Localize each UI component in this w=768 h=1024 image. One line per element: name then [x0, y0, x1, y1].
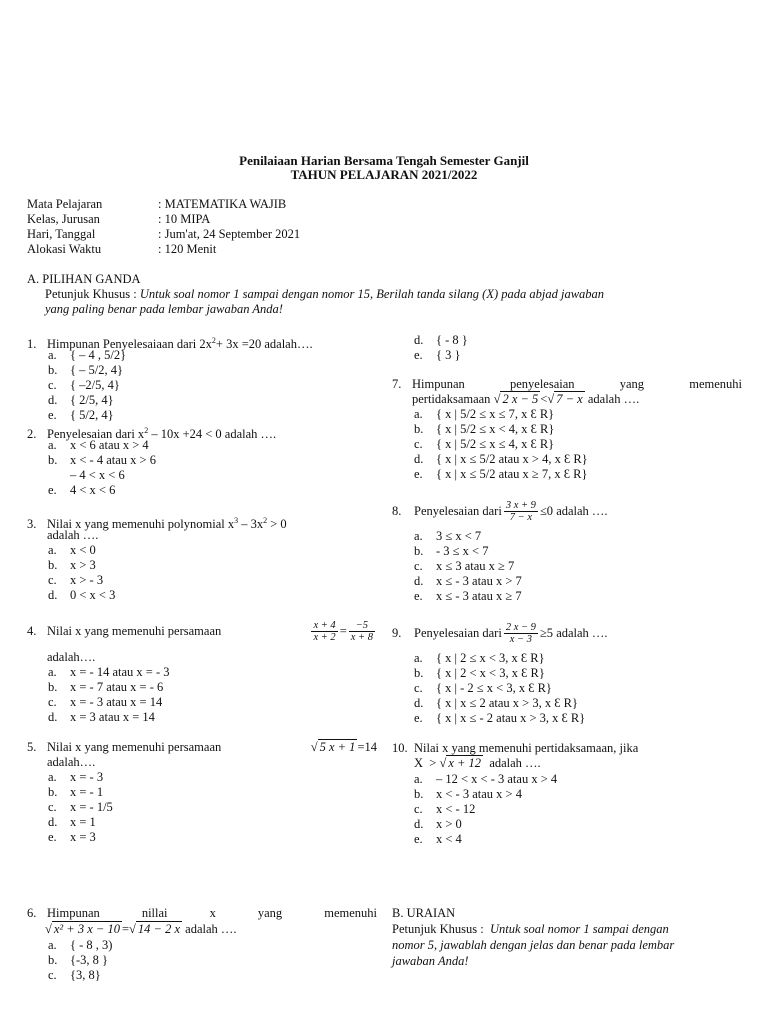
question-5-cont: adalah….	[47, 755, 96, 769]
info-value: : MATEMATIKA WAJIB	[158, 197, 287, 211]
option-text: x = 1	[70, 815, 96, 829]
option-text: x = - 1/5	[70, 800, 113, 814]
question-text-part: > 0	[267, 517, 287, 532]
option-letter: b.	[48, 785, 58, 799]
option-letter: a.	[414, 651, 423, 665]
radicand: 5 x + 1	[319, 740, 356, 754]
instruction-text: yang paling benar pada lembar jawaban Anda!	[45, 302, 283, 316]
option[interactable]	[414, 529, 522, 544]
question-word: x	[209, 906, 216, 920]
option-text: {3, 8}	[70, 968, 101, 982]
option[interactable]	[48, 483, 156, 498]
option-text: x = - 14 atau x = - 3	[70, 665, 170, 679]
option-letter: c.	[48, 378, 57, 392]
option-letter: d.	[414, 696, 424, 710]
question-number: 10.	[392, 741, 408, 755]
fraction-numerator: x + 4	[313, 620, 336, 631]
option-letter: b.	[414, 666, 424, 680]
option[interactable]	[48, 815, 113, 830]
option-text: 4 < x < 6	[70, 483, 116, 497]
option[interactable]	[414, 333, 468, 348]
fraction-numerator: −5	[349, 620, 375, 632]
option-letter: c.	[48, 695, 57, 709]
option[interactable]	[48, 588, 115, 603]
option-text: { 5/2, 4}	[70, 408, 114, 422]
option-text: { x | 2 ≤ x < 3, x Ɛ R}	[436, 651, 545, 665]
less-than-sign: <	[540, 392, 548, 406]
option-letter: e.	[48, 408, 57, 422]
question-text-part: adalah ….	[553, 626, 608, 640]
option-text: { –2/5, 4}	[70, 378, 120, 392]
instruction-text: Untuk soal nomor 1 sampai dengan	[489, 922, 669, 936]
option[interactable]	[48, 378, 126, 393]
option[interactable]	[414, 772, 557, 787]
question-10	[392, 741, 638, 756]
option-letter: a.	[48, 348, 57, 362]
option[interactable]	[414, 544, 522, 559]
option-text: x = 3 atau x = 14	[70, 710, 155, 724]
options-q8	[414, 529, 522, 604]
option[interactable]	[414, 452, 588, 467]
question-8	[392, 500, 608, 523]
info-label: Mata Pelajaran	[27, 197, 103, 211]
question-text-part: Penyelesaian dari x	[47, 427, 145, 442]
question-text-part: Penyelesaian dari	[414, 626, 502, 640]
option[interactable]	[48, 710, 170, 725]
fraction-denominator: x + 8	[350, 632, 373, 643]
relation-sign: ≤0	[539, 504, 554, 518]
options-q2	[48, 438, 156, 498]
option[interactable]	[48, 363, 126, 378]
option-text: x < - 12	[436, 802, 476, 816]
info-value: : Jum'at, 24 September 2021	[158, 227, 301, 241]
option[interactable]	[414, 651, 585, 666]
option-letter: c.	[48, 800, 57, 814]
option-letter: d.	[48, 815, 58, 829]
option[interactable]	[414, 666, 585, 681]
option[interactable]	[414, 589, 522, 604]
option-letter: e.	[414, 467, 423, 481]
option-text: { x | 5/2 ≤ x ≤ 7, x Ɛ R}	[436, 407, 555, 421]
equals-sign: =	[121, 922, 130, 936]
question-number: 6.	[27, 906, 37, 920]
section-a-instruction-2	[45, 302, 283, 317]
option[interactable]	[414, 437, 588, 452]
options-q6-continued	[414, 333, 468, 363]
fraction	[504, 500, 538, 523]
option-text: { x | x ≤ 2 atau x > 3, x Ɛ R}	[436, 696, 578, 710]
radicand: 2 x − 5	[502, 392, 539, 406]
option[interactable]	[414, 348, 468, 363]
option-letter: b.	[48, 363, 58, 377]
instruction-text: Untuk soal nomor 1 sampai dengan nomor 15, Berilah tanda silang (X) pada abjad jawaban	[139, 287, 605, 301]
option[interactable]	[48, 785, 113, 800]
option[interactable]	[414, 681, 585, 696]
question-text-part: + 3x =20 adalah….	[215, 337, 313, 352]
option[interactable]	[48, 800, 113, 815]
option-text: x ≤ 3 atau x ≥ 7	[436, 559, 515, 573]
option-letter: b.	[48, 558, 58, 572]
option-text: x = - 3 atau x = 14	[70, 695, 163, 709]
option-text: – 4 < x < 6	[70, 468, 125, 482]
question-number: 4.	[27, 624, 37, 638]
question-text-part: pertidaksamaan	[412, 392, 491, 406]
info-label: Alokasi Waktu	[27, 242, 102, 256]
option-text: { x | 2 < x < 3, x Ɛ R}	[436, 666, 545, 680]
question-number: 5.	[27, 740, 37, 754]
option-letter: e.	[48, 830, 57, 844]
question-number: 8.	[392, 504, 402, 518]
radicand: 7 − x	[556, 392, 583, 406]
options-q4	[48, 665, 170, 725]
option-text: x ≤ - 3 atau x ≥ 7	[436, 589, 522, 603]
question-text: Himpunan Penyelesaiaan dari $2x^2+ 3x =20$ adalah….	[47, 336, 313, 352]
option-text: { – 4 , 5/2}	[70, 348, 127, 362]
section-b-instruction	[392, 921, 674, 969]
option-letter: a.	[414, 529, 423, 543]
document-subtitle: TAHUN PELAJARAN 2021/2022	[290, 167, 478, 182]
square-root: √ 2 x − 5	[493, 392, 539, 406]
question-7	[392, 377, 742, 392]
options-q1	[48, 348, 126, 423]
question-number: 7.	[392, 377, 402, 391]
square-root: √ x² + 3 x − 10	[45, 922, 120, 936]
option[interactable]	[48, 953, 112, 968]
info-value: : 120 Menit	[158, 242, 217, 256]
question-3: 3. Nilai x yang memenuhi polynomial $x^3 - 3x^2 > 0$	[27, 516, 287, 532]
question-text-part: Nilai x yang memenuhi persamaan	[47, 624, 222, 638]
radicand: 14 − 2 x	[137, 922, 181, 936]
option[interactable]	[48, 938, 112, 953]
option[interactable]	[48, 348, 126, 363]
question-2: 2. Penyelesaian dari $x^2 - 10x +24 < 0$ adalah ….	[27, 426, 277, 442]
option-text: {-3, 8 }	[70, 953, 109, 967]
info-label: Hari, Tanggal	[27, 227, 96, 241]
option[interactable]	[48, 573, 115, 588]
question-text-part: Himpunan Penyelesaiaan dari 2x	[47, 337, 212, 352]
option-text: x < 0	[70, 543, 96, 557]
question-word: Himpunan	[47, 906, 100, 920]
question-9	[392, 622, 608, 645]
question-text-part: – 3x	[238, 517, 264, 532]
option-text: { 2/5, 4}	[70, 393, 114, 407]
question-text-part: Nilai x yang memenuhi polynomial x	[47, 517, 235, 532]
option-text: { – 5/2, 4}	[70, 363, 123, 377]
option-letter: c.	[414, 559, 423, 573]
section-b-title: B. URAIAN	[392, 906, 456, 920]
option[interactable]	[48, 558, 115, 573]
option-letter: d.	[414, 333, 424, 347]
option-text: x < 6 atau x > 4	[70, 438, 149, 452]
square-root: √ 7 − x	[547, 392, 583, 406]
option-letter: d.	[414, 817, 424, 831]
option-letter: e.	[414, 348, 423, 362]
option-text: x < - 3 atau x > 4	[436, 787, 522, 801]
radicand: x + 12	[448, 756, 482, 770]
option[interactable]	[414, 696, 585, 711]
option-letter: d.	[48, 393, 58, 407]
option-letter: b.	[48, 953, 58, 967]
option-letter: a.	[48, 543, 57, 557]
question-6-cont	[45, 922, 237, 937]
square-root: √ 14 − 2 x	[129, 922, 181, 936]
document-title: Penilaiaan Harian Bersama Tengah Semester Ganjil	[239, 153, 529, 168]
question-word: nillai	[141, 906, 168, 920]
options-q6	[48, 938, 112, 983]
option[interactable]	[48, 438, 156, 453]
question-word: Himpunan	[412, 377, 465, 391]
instruction-text: jawaban Anda!	[392, 954, 469, 968]
option[interactable]	[414, 817, 557, 832]
option-text: { x | x ≤ 5/2 atau x > 4, x Ɛ R}	[436, 452, 588, 466]
option-letter: b.	[48, 680, 58, 694]
option-text: x < 4	[436, 832, 462, 846]
square-root: √ 5 x + 1	[310, 740, 356, 754]
option-text: x = - 7 atau x = - 6	[70, 680, 164, 694]
section-a-title: A. PILIHAN GANDA	[27, 272, 141, 286]
fraction-denominator: 7 − x	[509, 512, 532, 523]
option-letter: c.	[48, 573, 57, 587]
option-text: { x | x ≤ - 2 atau x > 3, x Ɛ R}	[436, 711, 586, 725]
option[interactable]	[48, 453, 156, 468]
option-text: { - 8 , 3)	[70, 938, 113, 952]
fraction-numerator: 2 x − 9	[505, 622, 536, 633]
option-letter: a.	[414, 772, 423, 786]
option-text: { - 8 }	[436, 333, 468, 347]
question-number: 1.	[27, 337, 37, 352]
option-letter: b.	[48, 453, 58, 467]
option-letter: d.	[48, 588, 58, 602]
option[interactable]	[414, 787, 557, 802]
option-letter: d.	[48, 710, 58, 724]
option[interactable]	[48, 968, 112, 983]
question-text-part: X >	[414, 756, 437, 770]
instruction-label: Petunjuk Khusus :	[392, 922, 484, 936]
question-text-part: adalah ….	[483, 756, 541, 770]
option[interactable]	[414, 467, 588, 482]
option-letter: e.	[414, 589, 423, 603]
info-label: Kelas, Jurusan	[27, 212, 100, 226]
option-text: { 3 }	[436, 348, 461, 362]
option[interactable]	[48, 830, 113, 845]
question-text-part: adalah ….	[182, 922, 237, 936]
option-letter: d.	[414, 452, 424, 466]
question-text-part: adalah ….	[553, 504, 608, 518]
question-word: yang	[257, 906, 283, 920]
option[interactable]	[48, 393, 126, 408]
options-q3	[48, 543, 115, 603]
fraction-numerator: 3 x + 9	[505, 500, 536, 511]
option[interactable]	[48, 543, 115, 558]
radicand: x² + 3 x − 10	[53, 922, 120, 936]
option-letter: c.	[48, 968, 57, 982]
question-word: penyelesaian	[509, 377, 575, 391]
option-letter: c.	[414, 681, 423, 695]
fraction	[311, 620, 337, 643]
question-number: 9.	[392, 626, 402, 640]
option[interactable]	[414, 832, 557, 847]
option-letter: d.	[414, 574, 424, 588]
option-letter: b.	[414, 422, 424, 436]
option[interactable]	[414, 802, 557, 817]
relation-sign: ≥5	[539, 626, 554, 640]
option-text: { x | - 2 ≤ x < 3, x Ɛ R}	[436, 681, 552, 695]
option[interactable]	[48, 695, 170, 710]
option-text: – 12 < x < - 3 atau x > 4	[436, 772, 558, 786]
option-letter: c.	[414, 802, 423, 816]
info-value: : 10 MIPA	[158, 212, 211, 226]
option-letter: a.	[48, 438, 57, 452]
option-text: 3 ≤ x < 7	[436, 529, 482, 543]
section-a-instruction	[45, 287, 604, 302]
option-text: x = - 3	[70, 770, 104, 784]
option-text: x > - 3	[70, 573, 104, 587]
option-text: x < - 4 atau x > 6	[70, 453, 156, 467]
question-5	[27, 740, 377, 755]
question-number: 2.	[27, 427, 37, 442]
options-q7	[414, 407, 588, 482]
option-text: { x | 5/2 ≤ x < 4, x Ɛ R}	[436, 422, 555, 436]
question-number: 3.	[27, 517, 37, 532]
question-7-cont	[412, 392, 639, 407]
option[interactable]	[48, 468, 156, 483]
question-text-part: =14	[357, 740, 377, 754]
option[interactable]	[48, 408, 126, 423]
option[interactable]	[414, 574, 522, 589]
question-word: memenuhi	[324, 906, 377, 920]
option[interactable]	[48, 770, 113, 785]
fraction-denominator: x + 2	[313, 632, 336, 643]
option-letter: b.	[414, 787, 424, 801]
options-q9	[414, 651, 585, 726]
option[interactable]	[48, 680, 170, 695]
option-text: x > 3	[70, 558, 96, 572]
question-10-cont	[414, 756, 541, 771]
option-letter: e.	[48, 483, 57, 497]
instruction-text: nomor 5, jawablah dengan jelas dan benar pada lembar	[392, 938, 675, 952]
option[interactable]	[414, 422, 588, 437]
options-q10	[414, 772, 557, 847]
option[interactable]	[414, 711, 585, 726]
option[interactable]	[414, 559, 522, 574]
fraction	[349, 620, 375, 643]
option[interactable]	[414, 407, 588, 422]
question-4	[27, 620, 377, 643]
question-3-cont: adalah ….	[47, 528, 99, 542]
instruction-label: Petunjuk Khusus :	[45, 287, 137, 301]
option-letter: a.	[48, 938, 57, 952]
option-letter: a.	[48, 665, 57, 679]
option-letter: c.	[414, 437, 423, 451]
question-text-part: Penyelesaian dari	[414, 504, 502, 518]
option-text: x = - 1	[70, 785, 104, 799]
option-text: { x | 5/2 ≤ x ≤ 4, x Ɛ R}	[436, 437, 555, 451]
option-text: x > 0	[436, 817, 462, 831]
fraction-denominator: x − 3	[509, 634, 532, 645]
option-letter: e.	[414, 711, 423, 725]
question-4-cont: adalah….	[47, 650, 96, 664]
options-q5	[48, 770, 113, 845]
option-letter: b.	[414, 544, 424, 558]
question-word: memenuhi	[689, 377, 742, 391]
question-word: yang	[619, 377, 645, 391]
question-text-part: – 10x +24 < 0 adalah ….	[148, 427, 277, 442]
option-text: - 3 ≤ x < 7	[436, 544, 489, 558]
question-text-part: Nilai x yang memenuhi persamaan	[47, 740, 222, 754]
fraction	[504, 622, 538, 645]
option-letter: a.	[414, 407, 423, 421]
equals-sign: =	[339, 624, 347, 638]
option-text: x = 3	[70, 830, 96, 844]
option-text: x ≤ - 3 atau x > 7	[436, 574, 522, 588]
question-6	[27, 906, 377, 921]
square-root: √ x + 12	[439, 756, 482, 770]
question-text-part: Nilai x yang memenuhi pertidaksamaan, jika	[414, 741, 639, 755]
option-text: 0 < x < 3	[70, 588, 116, 602]
option-letter: a.	[48, 770, 57, 784]
option-text: { x | x ≤ 5/2 atau x ≥ 7, x Ɛ R}	[436, 467, 588, 481]
question-text-part: adalah ….	[584, 392, 640, 406]
option-letter: e.	[414, 832, 423, 846]
option[interactable]	[48, 665, 170, 680]
